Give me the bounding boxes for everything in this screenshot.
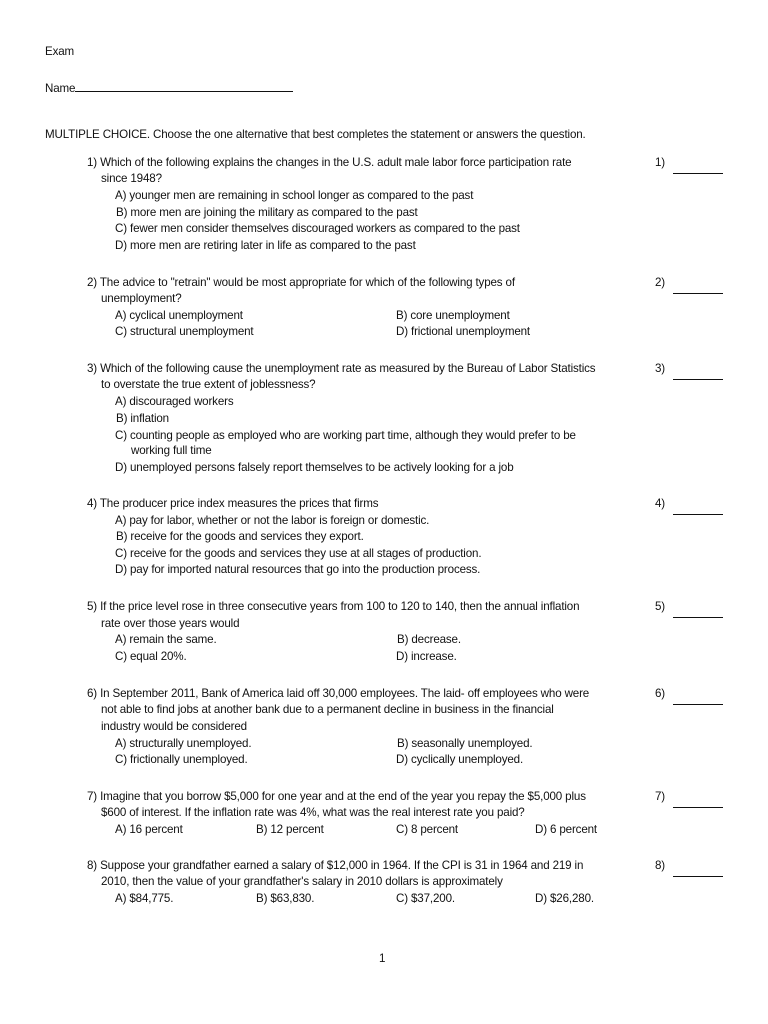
answer-blank[interactable]: [673, 862, 723, 877]
exam-label: Exam: [45, 45, 75, 58]
choice-b[interactable]: B) core unemployment: [396, 309, 510, 322]
question-stem-line: industry would be considered: [101, 720, 247, 733]
answer-blank[interactable]: [673, 793, 723, 808]
choice-c[interactable]: C) structural unemployment: [115, 325, 254, 338]
question-stem-line: 2010, then the value of your grandfather's salary in 2010 dollars is approximately: [101, 875, 503, 888]
question-stem-line: 2) The advice to "retrain" would be most appropriate for which of the following types of: [87, 276, 515, 289]
choice-c[interactable]: C) fewer men consider themselves discouraged workers as compared to the past: [115, 222, 520, 235]
question-stem-line: to overstate the true extent of joblessness?: [101, 378, 316, 391]
choice-a[interactable]: A) remain the same.: [115, 633, 217, 646]
choice-d[interactable]: D) increase.: [396, 650, 457, 663]
choice-b[interactable]: B) seasonally unemployed.: [397, 737, 533, 750]
choice-b[interactable]: B) more men are joining the military as compared to the past: [116, 206, 418, 219]
question-stem-line: rate over those years would: [101, 617, 240, 630]
choice-c-continued: working full time: [131, 444, 212, 457]
choice-a[interactable]: A) discouraged workers: [115, 395, 234, 408]
answer-number: 7): [655, 790, 666, 803]
choice-c[interactable]: C) frictionally unemployed.: [115, 753, 248, 766]
name-underline[interactable]: [75, 79, 293, 92]
choice-d[interactable]: D) $26,280.: [535, 892, 594, 905]
choice-a[interactable]: A) younger men are remaining in school longer as compared to the past: [115, 189, 474, 202]
choice-d[interactable]: D) unemployed persons falsely report themselves to be actively looking for a job: [115, 461, 514, 474]
choice-a[interactable]: A) structurally unemployed.: [115, 737, 252, 750]
question-stem-line: 5) If the price level rose in three consecutive years from 100 to 120 to 140, then the annual inflation: [87, 600, 580, 613]
question-stem-line: since 1948?: [101, 172, 162, 185]
answer-number: 1): [655, 156, 666, 169]
choice-d[interactable]: D) more men are retiring later in life as compared to the past: [115, 239, 416, 252]
choice-d[interactable]: D) frictional unemployment: [396, 325, 530, 338]
choice-a[interactable]: A) cyclical unemployment: [115, 309, 243, 322]
instructions: MULTIPLE CHOICE. Choose the one alternative that best completes the statement or answers the question.: [45, 128, 586, 141]
answer-blank[interactable]: [673, 500, 723, 515]
choice-d[interactable]: D) 6 percent: [535, 823, 597, 836]
answer-number: 2): [655, 276, 666, 289]
choice-b[interactable]: B) 12 percent: [256, 823, 324, 836]
answer-number: 5): [655, 600, 666, 613]
choice-b[interactable]: B) inflation: [116, 412, 169, 425]
question-stem-line: 8) Suppose your grandfather earned a salary of $12,000 in 1964. If the CPI is 31 in 1964 and 219 in: [87, 859, 584, 872]
answer-number: 6): [655, 687, 666, 700]
name-field[interactable]: [45, 79, 293, 95]
answer-blank[interactable]: [673, 603, 723, 618]
choice-a[interactable]: A) $84,775.: [115, 892, 174, 905]
question-stem-line: 3) Which of the following cause the unemployment rate as measured by the Bureau of Labor Statistics: [87, 362, 596, 375]
question-stem-line: 6) In September 2011, Bank of America laid off 30,000 employees. The laid- off employees who were: [87, 687, 590, 700]
question-stem-line: 4) The producer price index measures the prices that firms: [87, 497, 379, 510]
choice-b[interactable]: B) $63,830.: [256, 892, 315, 905]
choice-b[interactable]: B) decrease.: [397, 633, 461, 646]
choice-c[interactable]: C) receive for the goods and services they use at all stages of production.: [115, 547, 482, 560]
choice-d[interactable]: D) pay for imported natural resources that go into the production process.: [115, 563, 481, 576]
choice-d[interactable]: D) cyclically unemployed.: [396, 753, 524, 766]
question-stem-line: unemployment?: [101, 292, 182, 305]
answer-number: 8): [655, 859, 666, 872]
answer-blank[interactable]: [673, 159, 723, 174]
question-stem-line: $600 of interest. If the inflation rate was 4%, what was the real interest rate you paid?: [101, 806, 525, 819]
answer-blank[interactable]: [673, 365, 723, 380]
answer-number: 3): [655, 362, 666, 375]
question-stem-line: 1) Which of the following explains the changes in the U.S. adult male labor force participation rate: [87, 156, 572, 169]
choice-c[interactable]: C) 8 percent: [396, 823, 458, 836]
question-stem-line: 7) Imagine that you borrow $5,000 for one year and at the end of the year you repay the $5,000 plus: [87, 790, 586, 803]
choice-a[interactable]: A) 16 percent: [115, 823, 183, 836]
name-label: Name: [45, 82, 76, 95]
answer-blank[interactable]: [673, 279, 723, 294]
choice-c[interactable]: C) equal 20%.: [115, 650, 187, 663]
page-number: 1: [379, 952, 386, 965]
choice-c[interactable]: C) $37,200.: [396, 892, 455, 905]
choice-b[interactable]: B) receive for the goods and services they export.: [116, 530, 364, 543]
question-stem-line: not able to find jobs at another bank due to a permanent decline in business in the financial: [101, 703, 554, 716]
choice-a[interactable]: A) pay for labor, whether or not the labor is foreign or domestic.: [115, 514, 430, 527]
choice-c[interactable]: C) counting people as employed who are working part time, although they would prefer to be: [115, 429, 576, 442]
answer-number: 4): [655, 497, 666, 510]
answer-blank[interactable]: [673, 690, 723, 705]
